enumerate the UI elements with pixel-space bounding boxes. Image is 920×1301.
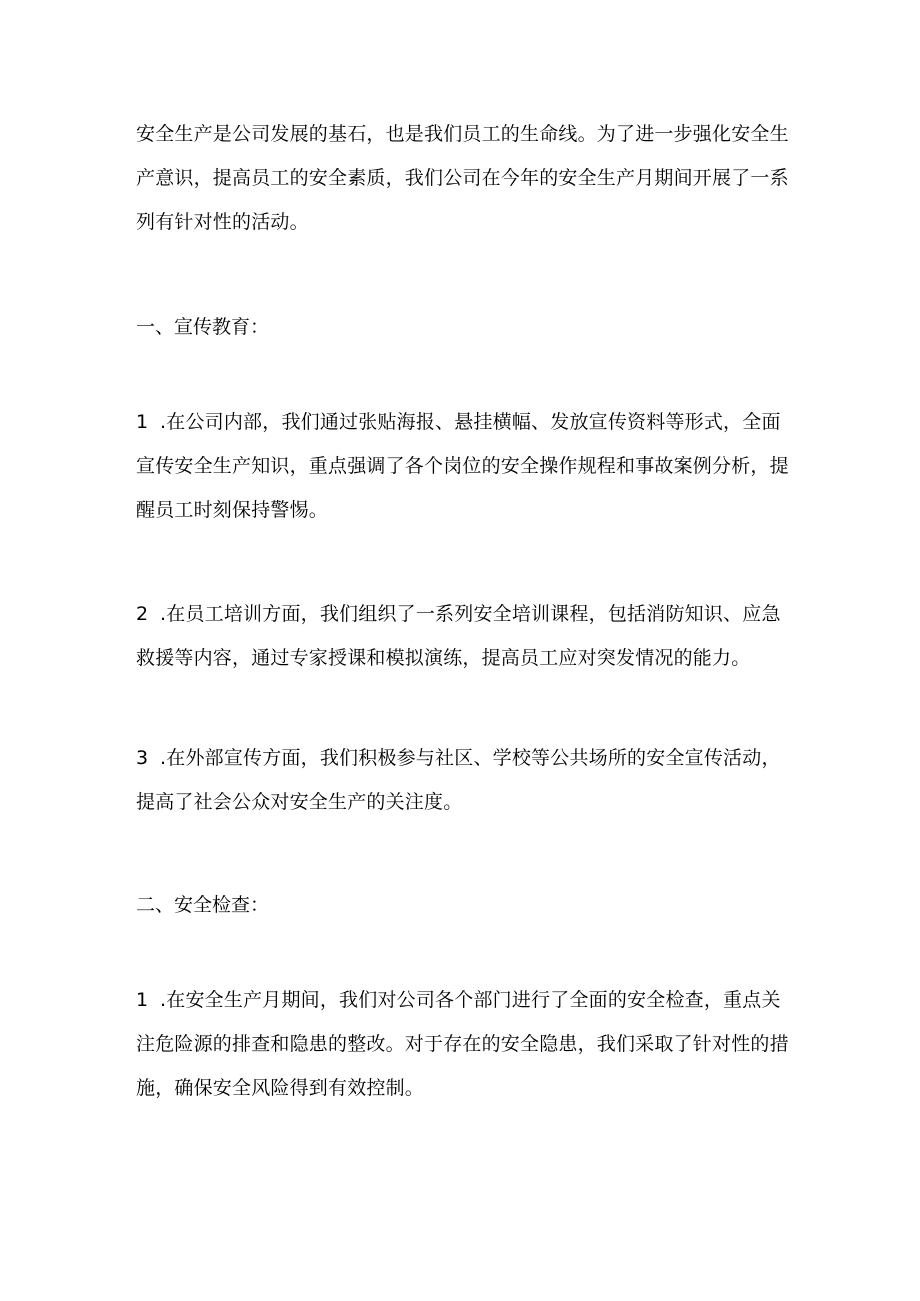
intro-paragraph: 安全生产是公司发展的基石，也是我们员工的生命线。为了进一步强化安全生产意识，提高员工的安全素质，我们公司在今年的安全生产月期间开展了一系列有针对性的活动。: [136, 123, 789, 233]
list-item-text: .在外部宣传方面，我们积极参与社区、学校等公共场所的安全宣传活动，提高了社会公众对安全生产的关注度。: [136, 747, 781, 813]
list-item: [136, 592, 796, 680]
list-item-text: .在员工培训方面，我们组织了一系列安全培训课程，包括消防知识、应急救援等内容，通过专家授课和模拟演练，提高员工应对突发情况的能力。: [136, 603, 781, 669]
list-item-text: .在安全生产月期间，我们对公司各个部门进行了全面的安全检查，重点关注危险源的排查和隐患的整改。对于存在的安全隐患，我们采取了针对性的措施，确保安全风险得到有效控制。: [136, 989, 789, 1099]
list-item-number: 3: [136, 747, 149, 769]
list-item-number: 2: [136, 603, 149, 625]
list-item-number: 1: [136, 989, 149, 1011]
list-item: [136, 736, 796, 824]
list-item: [136, 400, 796, 532]
section-heading-safety-inspection: 二、安全检查：: [136, 894, 270, 916]
list-item-number: 1: [136, 411, 149, 433]
list-item-text: .在公司内部，我们通过张贴海报、悬挂横幅、发放宣传资料等形式，全面宣传安全生产知识，重点强调了各个岗位的安全操作规程和事故案例分析，提醒员工时刻保持警惕。: [136, 411, 789, 521]
list-item: [136, 978, 796, 1110]
section-heading-publicity-education: 一、宣传教育：: [136, 316, 270, 338]
